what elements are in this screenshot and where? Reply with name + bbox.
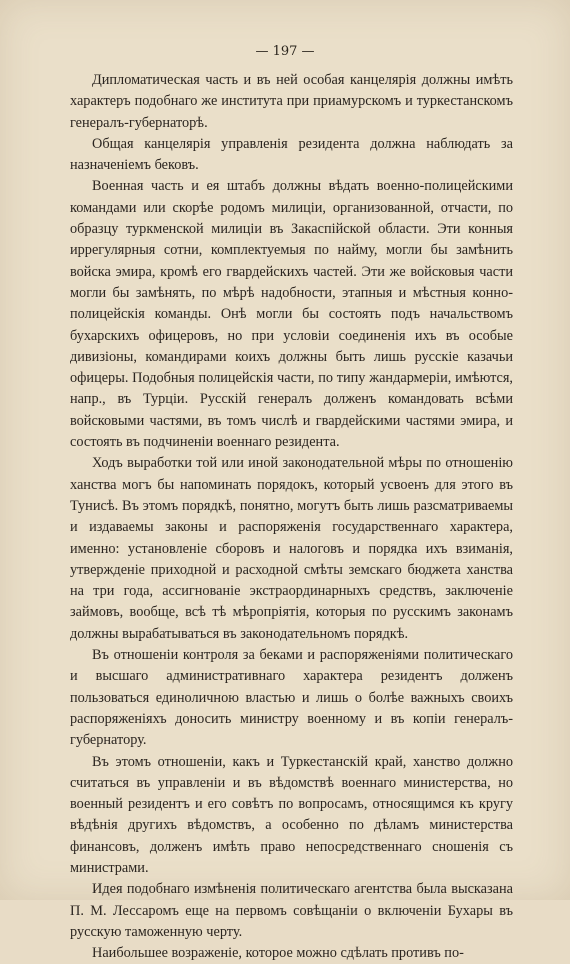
paragraph: Ходъ выработки той или иной законодательной мѣры по отношенію ханства могъ бы напоминать порядокъ, который усвоенъ для этого въ Тунисѣ. Въ этомъ порядкѣ, понятно, могутъ быть лишь разсматриваемы и издаваемы законы и распоряженія государственнаго характера, именно: установленіе сборовъ и налоговъ и порядка ихъ взиманія, утвержденіе приходной и расходной смѣты земскаго бюджета ханства на три года, ассигнованіе экстраординарныхъ средствъ, заключеніе займовъ, вообще, всѣ тѣ мѣропріятія, которыя по русскимъ законамъ должны вырабатываться въ законодательномъ порядкѣ. [70,455,513,642]
paragraph: Общая канцелярія управленія резидента должна наблюдать за назначеніемъ бековъ. [70,135,513,174]
body-text [70,70,513,964]
paragraph: Идея подобнаго измѣненія политическаго агентства была высказана П. М. Лессаромъ еще на первомъ совѣщаніи о включеніи Бухары въ русскую таможенную черту. [70,881,513,940]
paragraph: Наибольшее возраженіе, которое можно сдѣлать противъ по- [92,945,464,962]
paragraph: Въ отношеніи контроля за беками и распоряженіями политическаго и высшаго административнаго характера резидентъ долженъ пользоваться единоличною властью и лишь о болѣе важныхъ своихъ распоряженіяхъ доносить министру военному и въ копіи генералъ-губернатору. [70,647,513,749]
paragraph: Въ этомъ отношеніи, какъ и Туркестанскій край, ханство должно считаться въ управленіи и въ вѣдомствѣ военнаго министерства, но военный резидентъ и его совѣтъ по вопросамъ, относящимся къ кругу вѣдѣнія другихъ вѣдомствъ, а особенно по дѣламъ министерства финансовъ, долженъ имѣть право непосредственнаго сношенія съ министрами. [70,753,513,876]
page-number: — 197 — [255,44,315,59]
paragraph: Военная часть и ея штабъ должны вѣдать военно-полицейскими командами или скорѣе родомъ милиціи, организованной, отчасти, по образцу туркменской милиціи въ Закаспійской области. Эти конныя иррегулярныя сотни, комплектуемыя по найму, могли бы замѣнить войска эмира, кромѣ его гвардейскихъ частей. Эти же войсковыя части могли бы замѣнять, по мѣрѣ надобности, этапныя и мѣстныя конно-полицейскія команды. Онѣ могли бы состоять подъ начальствомъ бухарскихъ офицеровъ, но при условіи соединенія ихъ въ особые дивизіоны, командирами коихъ должны быть лишь русскіе казачьи офицеры. Подобныя полицейскія части, по типу жандармеріи, имѣются, напр., въ Турціи. Русскій генералъ долженъ командовать всѣми войсковыми частями, въ томъ числѣ и гвардейскими частями эмира, и состоять въ подчиненіи военнаго резидента. [70,178,513,451]
paragraph: Дипломатическая часть и въ ней особая канцелярія должны имѣть характеръ подобнаго же института при приамурскомъ и туркестанскомъ генералъ-губернаторѣ. [70,72,513,131]
